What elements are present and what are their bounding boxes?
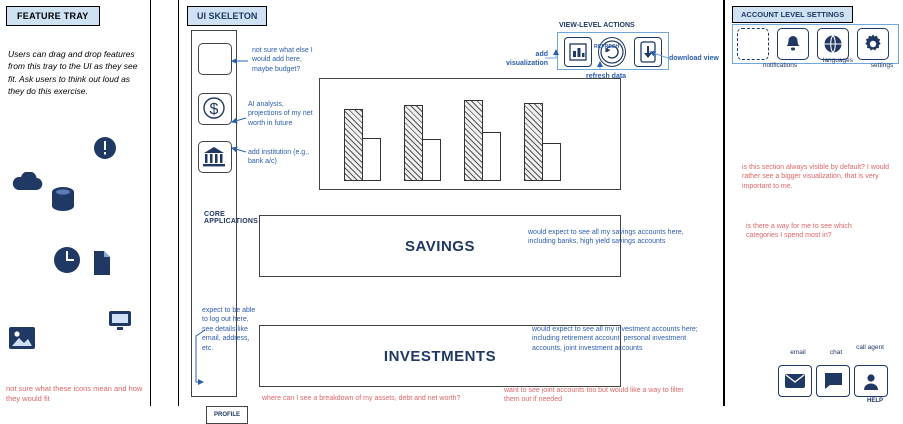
- chat-label: chat: [829, 349, 843, 356]
- view-level-actions-label: VIEW-LEVEL ACTIONS: [559, 22, 635, 29]
- feature-tray-title: FEATURE TRAY: [6, 6, 100, 26]
- email-label: email: [790, 349, 806, 356]
- bar-target: [362, 138, 381, 181]
- settings-label: settings: [870, 62, 894, 69]
- clock-icon[interactable]: [52, 245, 82, 280]
- anno-ai-analysis: AI analysis, projections of my net worth in future: [248, 101, 313, 127]
- feature-tray-note: Users can drag and drop features from this tray to the UI as they see fit. Ask users to think out loud as they do this exercise.: [8, 49, 138, 96]
- contact-button-row: [774, 365, 892, 399]
- notifications-button[interactable]: [777, 28, 809, 60]
- account-settings-title: ACCOUNT LEVEL SETTINGS: [732, 6, 853, 23]
- anno-savings-expectation: would expect to see all my savings accounts here, including banks, high yield savings accounts: [528, 229, 684, 246]
- add-visualization-caption: add visualization: [505, 51, 548, 68]
- database-icon[interactable]: [50, 186, 76, 219]
- svg-text:$: $: [209, 101, 219, 118]
- anno-what-else-add: not sure what else I would add here, maybe budget?: [252, 47, 313, 73]
- bar-actual: [344, 109, 363, 181]
- bar-target: [542, 143, 561, 181]
- anno-spend-categories: is there a way for me to see which categories I spend most in?: [746, 223, 852, 240]
- bar-target: [482, 132, 501, 181]
- call-agent-label: call agent: [856, 344, 884, 351]
- account-avatar-button[interactable]: [737, 28, 769, 60]
- refresh-button-glyph-label: REFRESH: [594, 44, 620, 50]
- feature-tray-icon-list: [0, 130, 150, 380]
- rail-item-money[interactable]: [198, 93, 232, 125]
- bar-group: [524, 91, 564, 181]
- alert-circle-icon[interactable]: [92, 135, 118, 167]
- core-applications-label: CORE APPLICATIONS: [204, 211, 258, 225]
- refresh-data-caption: refresh data: [586, 73, 627, 80]
- chart-plot-area: [338, 91, 606, 181]
- anno-joint-accounts: want to see joint accounts too but would like a way to filter them out if needed: [504, 387, 684, 404]
- settings-button[interactable]: [857, 28, 889, 60]
- account-settings-panel: [723, 0, 903, 406]
- call-agent-button[interactable]: [854, 365, 888, 397]
- anno-breakdown-assets: where can I see a breakdown of my assets, debt and net worth?: [262, 395, 461, 402]
- bar-target: [422, 139, 441, 181]
- refresh-data-button[interactable]: [598, 37, 626, 67]
- monitor-icon[interactable]: [108, 310, 132, 337]
- languages-label: languages: [823, 57, 853, 64]
- email-button[interactable]: [778, 365, 812, 397]
- bar-actual: [524, 103, 543, 181]
- anno-tray-bottom: not sure what these icons mean and how they would fit: [6, 384, 143, 404]
- bar-group: [404, 91, 444, 181]
- anno-expect-logout: expect to be able to log out here, see details like email, address, etc.: [202, 307, 256, 352]
- investments-section[interactable]: INVESTMENTS: [259, 325, 621, 387]
- image-icon[interactable]: [8, 325, 36, 356]
- view-level-actions-group: [557, 32, 669, 70]
- rail-item-bank[interactable]: [198, 141, 232, 173]
- cloud-icon[interactable]: [10, 172, 44, 197]
- download-view-caption: download view: [669, 55, 719, 62]
- chat-button[interactable]: [816, 365, 850, 397]
- anno-section-visibility: is this section always visible by default? I would rather see a bigger visualization, that is very important to me.: [742, 164, 890, 190]
- download-view-button[interactable]: [634, 37, 662, 67]
- document-icon[interactable]: [92, 250, 112, 281]
- languages-button[interactable]: [817, 28, 849, 60]
- ui-skeleton-title: UI SKELETON: [187, 6, 267, 26]
- feature-tray-panel: [0, 0, 151, 406]
- bar-group: [344, 91, 384, 181]
- profile-button[interactable]: PROFILE: [206, 406, 248, 424]
- anno-add-institution: add institution (e.g., bank a/c): [248, 149, 310, 166]
- bar-actual: [464, 100, 483, 181]
- bar-group: [464, 91, 504, 181]
- anno-investments-expectation: would expect to see all my investment accounts here; including retirement account, personal investment accounts, joint investment accounts: [532, 326, 698, 352]
- savings-section[interactable]: SAVINGS: [259, 215, 621, 277]
- visualization-chart[interactable]: [319, 78, 621, 190]
- rail-item-blank[interactable]: [198, 43, 232, 75]
- add-visualization-button[interactable]: [564, 37, 592, 67]
- bar-actual: [404, 105, 423, 181]
- notifications-label: notifications: [762, 62, 798, 69]
- help-label: HELP: [867, 398, 884, 404]
